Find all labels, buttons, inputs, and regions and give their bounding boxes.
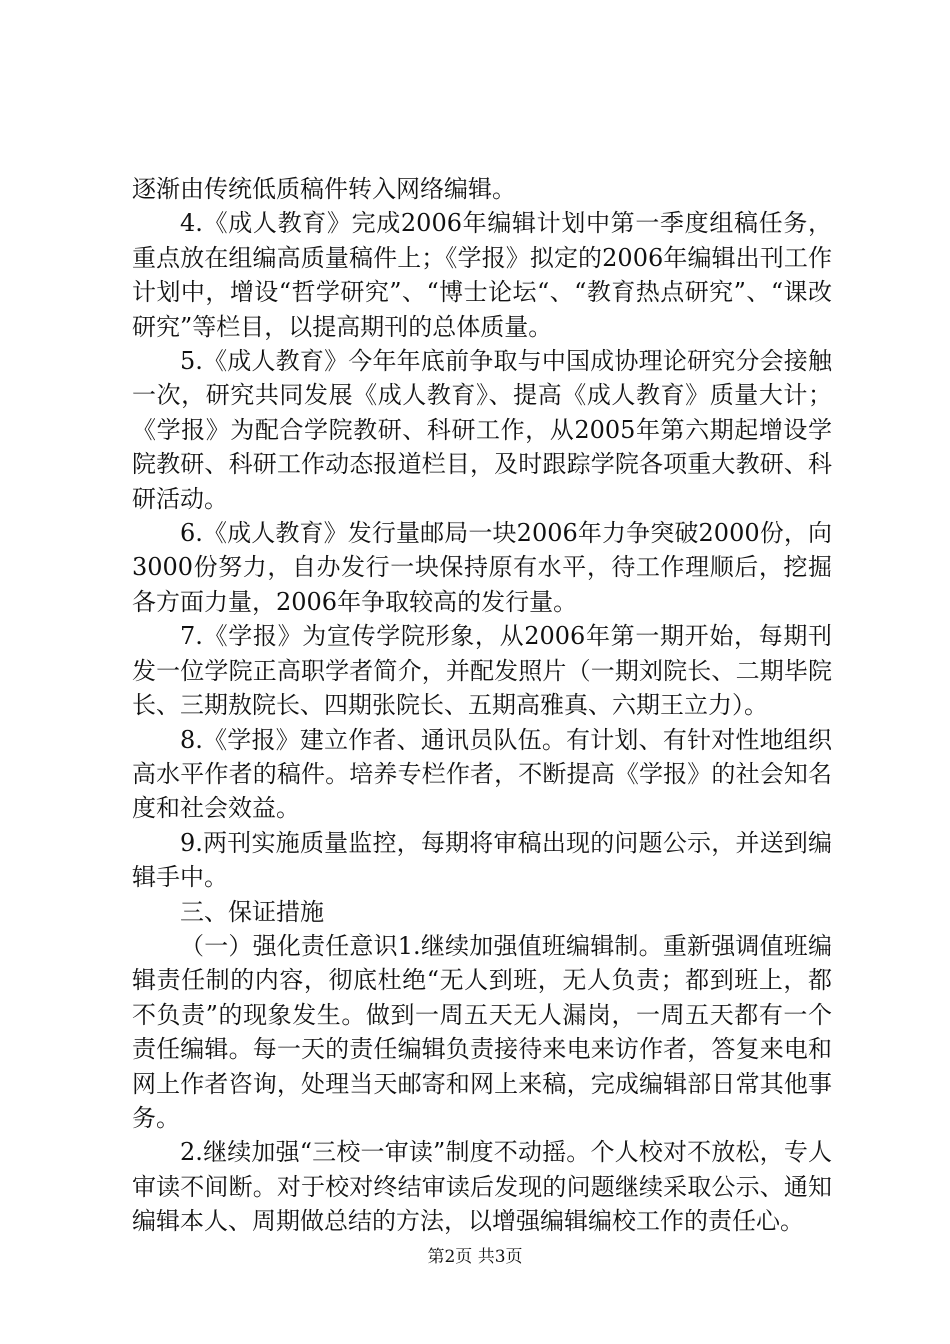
paragraph-item-6: 6.《成人教育》发行量邮局一块2006年力争突破2000份，向3000份努力，自办发行一块保持原有水平，待工作理顺后，挖掘各方面力量，2006年争取较高的发行量。 [132, 519, 832, 616]
paragraph-item-4: 4.《成人教育》完成2006年编辑计划中第一季度组稿任务，重点放在组编高质量稿件上；《学报》拟定的2006年编辑出刊工作计划中，增设“哲学研究”、“博士论坛“、“教育热点研究”、“课改研究”等栏目，以提高期刊的总体质量。 [132, 209, 832, 341]
paragraph-responsibility-awareness: （一）强化责任意识1.继续加强值班编辑制。重新强调值班编辑责任制的内容，彻底杜绝“无人到班，无人负责；都到班上，都不负责”的现象发生。做到一周五天无人漏岗，一周五天都有一个责任编辑。每一天的责任编辑负责接待来电来访作者，答复来电和网上作者咨询，处理当天邮寄和网上来稿，完成编辑部日常其他事务。 [132, 931, 832, 1132]
paragraph-item-9: 9.两刊实施质量监控，每期将审稿出现的问题公示，并送到编辑手中。 [132, 828, 832, 892]
paragraph-item-5: 5.《成人教育》今年年底前争取与中国成协理论研究分会接触一次，研究共同发展《成人教育》、提高《成人教育》质量大计；《学报》为配合学院教研、科研工作，从2005年第六期起增设学院教研、科研工作动态报道栏目，及时跟踪学院各项重大教研、科研活动。 [132, 347, 832, 513]
page-number-footer: 第2页 共3页 [427, 1247, 523, 1267]
paragraph-proofreading-system: 2.继续加强“三校一审读”制度不动摇。个人校对不放松，专人审读不间断。对于校对终结审读后发现的问题继续采取公示、通知编辑本人、周期做总结的方法，以增强编辑编校工作的责任心。 [132, 1138, 832, 1236]
document-body [132, 172, 832, 1239]
section-heading-guarantee-measures: 三、保证措施 [180, 897, 324, 926]
paragraph-item-8: 8.《学报》建立作者、通讯员队伍。有计划、有针对性地组织高水平作者的稿件。培养专栏作者，不断提高《学报》的社会知名度和社会效益。 [132, 725, 832, 823]
paragraph-continuation: 逐渐由传统低质稿件转入网络编辑。 [132, 175, 516, 203]
paragraph-item-7: 7.《学报》为宣传学院形象，从2006年第一期开始，每期刊发一位学院正高职学者简介，并配发照片（一期刘院长、二期毕院长、三期敖院长、四期张院长、五期高雅真、六期王立力）。 [132, 622, 832, 720]
